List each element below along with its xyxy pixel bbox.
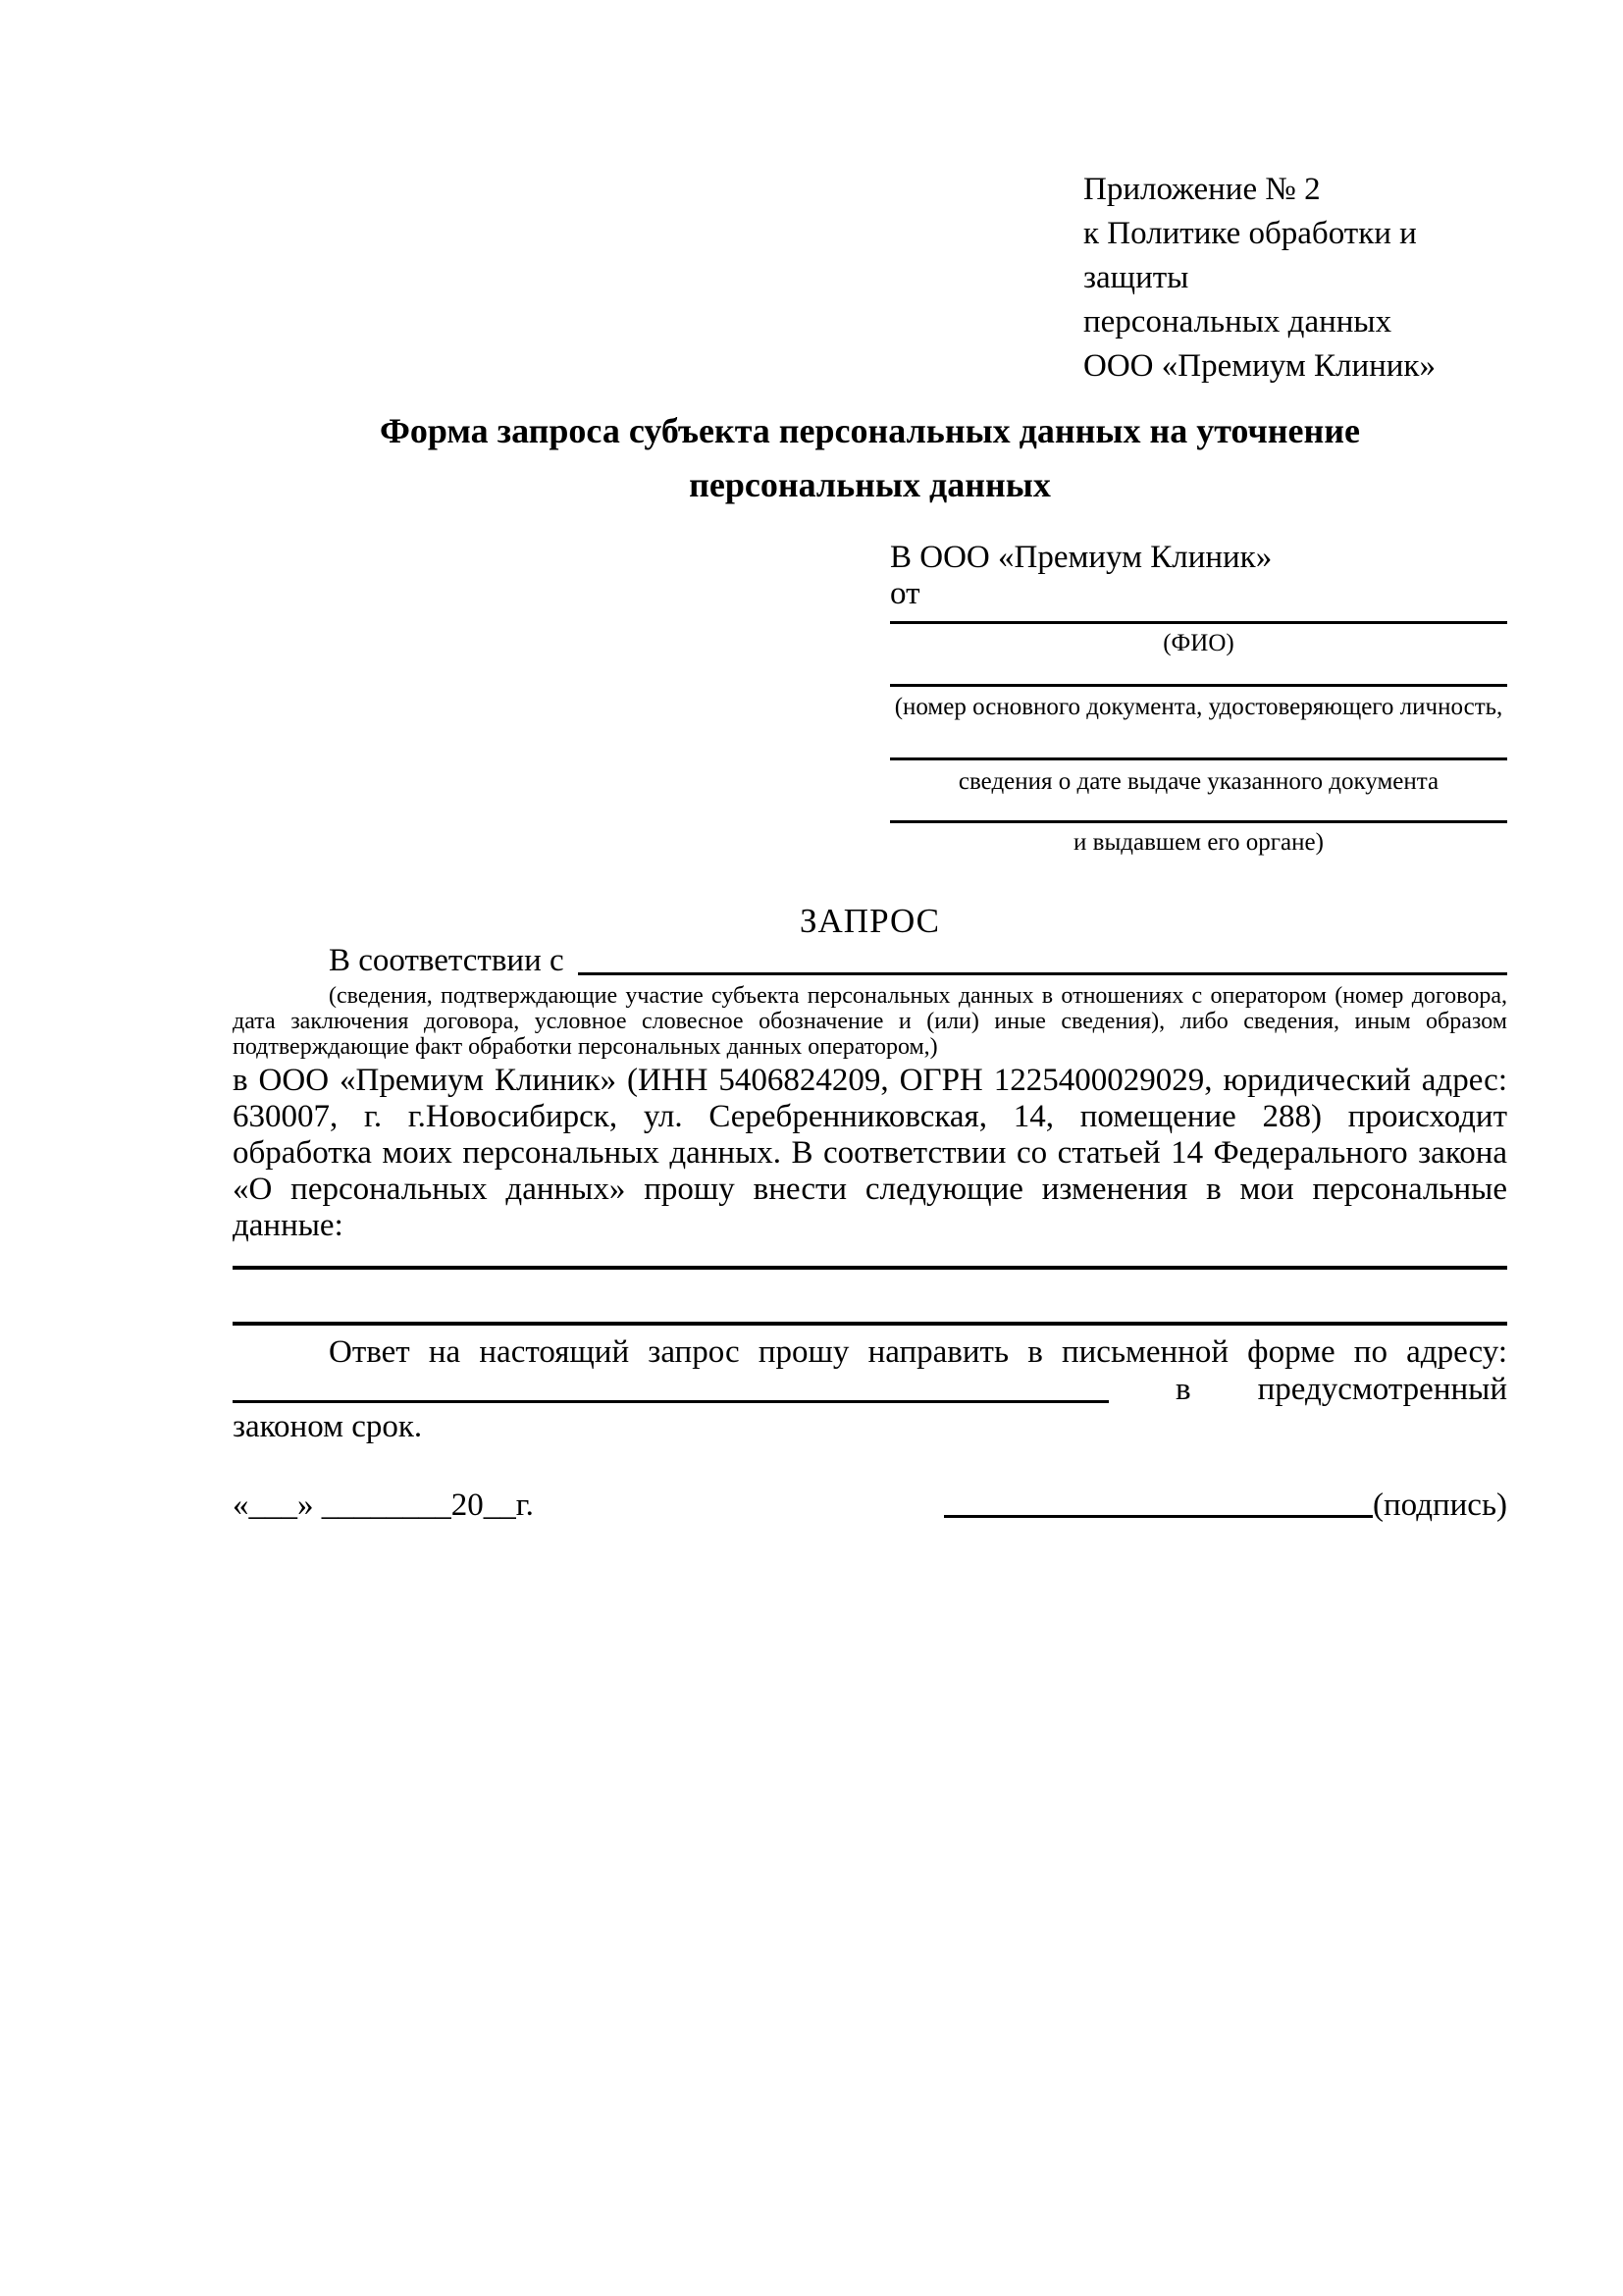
reply-word-b: предусмотренный — [1257, 1372, 1507, 1407]
reply-line-1: Ответ на настоящий запрос прошу направить в письменной форме по адресу: — [329, 1334, 1507, 1370]
address-blank-line — [233, 1400, 1109, 1403]
id-document-number-caption: (номер основного документа, удостоверяющего личность, — [894, 694, 1503, 720]
signature-blank-line — [944, 1515, 1373, 1518]
issue-date-caption: сведения о дате выдаче указанного документа — [958, 768, 1440, 795]
changes-blank-line-1 — [233, 1244, 1507, 1270]
document-title-line: персональных данных — [689, 465, 1051, 504]
fio-caption: (ФИО) — [1163, 630, 1234, 656]
issuing-authority-blank-line — [890, 795, 1507, 823]
addressee-from-label: от — [890, 576, 920, 611]
issuing-authority-caption: и выдавшем его органе) — [1073, 829, 1324, 856]
intro-prefix: В соответствии с — [329, 943, 564, 978]
basis-blank-line — [578, 942, 1507, 975]
date-blank: «___» ________20__г. — [233, 1487, 534, 1523]
signature-group — [944, 1487, 1507, 1524]
reply-word-a: в — [1176, 1372, 1191, 1407]
appendix-block — [1083, 168, 1507, 389]
request-heading: ЗАПРОС — [799, 902, 941, 940]
addressee-to: В ООО «Премиум Клиник» — [890, 540, 1273, 575]
document-title-line: Форма запроса субъекта персональных данных на уточнение — [380, 411, 1360, 450]
addressee-block — [890, 540, 1507, 856]
changes-blank-line-2 — [233, 1270, 1507, 1326]
reply-line-2 — [233, 1371, 1507, 1408]
id-document-number-blank-line — [890, 656, 1507, 687]
issue-date-blank-line — [890, 720, 1507, 760]
date-signature-row — [233, 1487, 1507, 1524]
reply-line-3: законом срок. — [233, 1409, 423, 1444]
appendix-line: ООО «Премиум Клиник» — [1083, 348, 1436, 384]
fio-blank-line — [890, 612, 1507, 624]
appendix-line: персональных данных — [1083, 304, 1392, 339]
appendix-line: Приложение № 2 — [1083, 172, 1321, 207]
document-title — [233, 404, 1507, 512]
signature-caption: (подпись) — [1373, 1487, 1507, 1523]
body-paragraph: в ООО «Премиум Клиник» (ИНН 5406824209, ОГРН 1225400029029, юридический адрес: 630007, г. г.Новосибирск, ул. Серебренниковская, 14, помещение 288) происходит обработка моих персональных данных. В соответствии со статьей 14 Федерального закона «О персональных данных» прошу внести следующие изменения в мои персональные данные: — [233, 1063, 1507, 1243]
note-text: (сведения, подтверждающие участие субъекта персональных данных в отношениях с оператором (номер договора, дата заключения договора, условное словесное обозначение и (или) иные сведения), либо сведения, иным образом подтверждающие факт обработки персональных данных оператором,) — [233, 983, 1507, 1060]
appendix-line: к Политике обработки и защиты — [1083, 216, 1417, 295]
intro-line — [233, 942, 1507, 979]
